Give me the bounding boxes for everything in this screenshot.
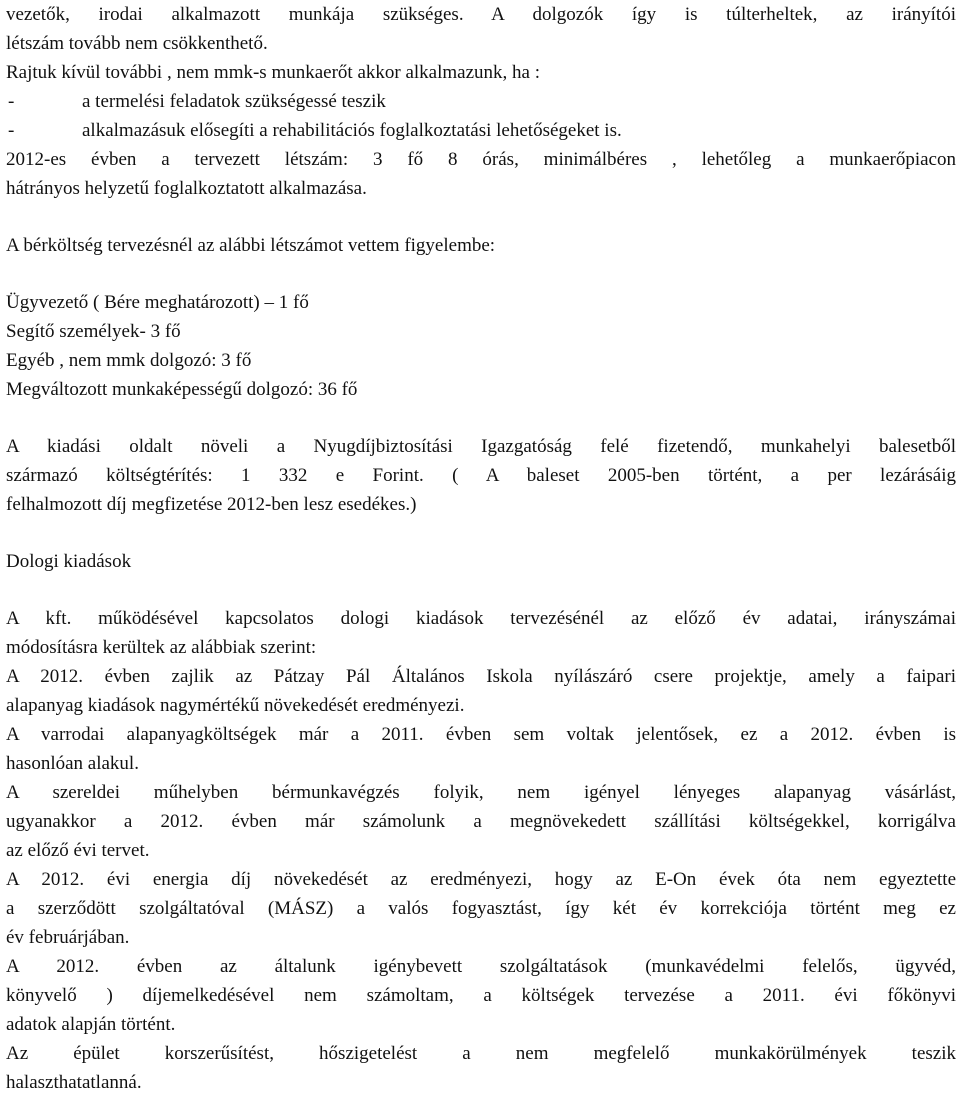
- document-page: [6, 0, 956, 1097]
- text-line: A 2012. évi energia díj növekedését az eredményezi, hogy az E-On évek óta nem egyeztette: [6, 869, 956, 890]
- text-line: év februárjában.: [6, 927, 130, 948]
- text-line: Rajtuk kívül további , nem mmk-s munkaerőt akkor alkalmazunk, ha :: [6, 62, 540, 83]
- spacer: [6, 519, 956, 547]
- text-line: A kiadási oldalt növeli a Nyugdíjbiztosítási Igazgatóság felé fizetendő, munkahelyi balesetből: [6, 436, 956, 457]
- staff-item: Segítő személyek- 3 fő: [6, 321, 181, 342]
- text-line: módosításra kerültek az alábbiak szerint:: [6, 637, 317, 658]
- text-line: az előző évi tervet.: [6, 840, 150, 861]
- text-line: könyvelő ) díjemelkedésével nem számoltam, a költségek tervezése a 2011. évi főkönyvi: [6, 985, 956, 1006]
- text-line: halaszthatatlanná.: [6, 1072, 142, 1093]
- staff-item: Egyéb , nem mmk dolgozó: 3 fő: [6, 350, 252, 371]
- text-line: adatok alapján történt.: [6, 1014, 176, 1035]
- spacer: [6, 260, 956, 288]
- text-line: ugyanakkor a 2012. évben már számolunk a megnövekedett szállítási költségekkel, korrigálva: [6, 811, 956, 832]
- text-line: alapanyag kiadások nagymértékű növekedését eredményezi.: [6, 695, 465, 716]
- text-line: A szereldei műhelyben bérmunkavégzés folyik, nem igényel lényeges alapanyag vásárlást,: [6, 782, 956, 803]
- text-line: a szerződött szolgáltatóval (MÁSZ) a valós fogyasztást, így két év korrekciója történt meg ez: [6, 898, 956, 919]
- bullet-item: [6, 87, 956, 116]
- bullet-text: alkalmazásuk elősegíti a rehabilitációs foglalkoztatási lehetőségeket is.: [82, 120, 622, 141]
- text-line: 2012-es évben a tervezett létszám: 3 fő 8 órás, minimálbéres , lehetőleg a munkaerőpiacon: [6, 149, 956, 170]
- text-line: A varrodai alapanyagköltségek már a 2011. évben sem voltak jelentősek, ez a 2012. évben is: [6, 724, 956, 745]
- section-heading: Dologi kiadások: [6, 551, 132, 572]
- text-line: vezetők, irodai alkalmazott munkája szükséges. A dolgozók így is túlterheltek, az irányítói: [6, 4, 956, 25]
- text-line: hasonlóan alakul.: [6, 753, 139, 774]
- bullet-item: [6, 116, 956, 145]
- text-line: A kft. működésével kapcsolatos dologi kiadások tervezésénél az előző év adatai, irányszámai: [6, 608, 956, 629]
- text-line: A 2012. évben zajlik az Pátzay Pál Általános Iskola nyílászáró csere projektje, amely a faipari: [6, 666, 956, 687]
- text-line: származó költségtérítés: 1 332 e Forint. ( A baleset 2005-ben történt, a per lezárásáig: [6, 465, 956, 486]
- text-line: A bérköltség tervezésnél az alábbi létszámot vettem figyelembe:: [6, 235, 496, 256]
- spacer: [6, 404, 956, 432]
- bullet-dash: -: [8, 91, 15, 112]
- bullet-text: a termelési feladatok szükségessé teszik: [82, 91, 386, 112]
- text-line: A 2012. évben az általunk igénybevett szolgáltatások (munkavédelmi felelős, ügyvéd,: [6, 956, 956, 977]
- spacer: [6, 576, 956, 604]
- text-line: Az épület korszerűsítést, hőszigetelést a nem megfelelő munkakörülmények teszik: [6, 1043, 956, 1064]
- spacer: [6, 203, 956, 231]
- bullet-dash: -: [8, 120, 15, 141]
- staff-item: Megváltozott munkaképességű dolgozó: 36 fő: [6, 379, 358, 400]
- text-line: felhalmozott díj megfizetése 2012-ben lesz esedékes.): [6, 494, 417, 515]
- staff-item: Ügyvezető ( Bére meghatározott) – 1 fő: [6, 292, 309, 313]
- text-line: hátrányos helyzetű foglalkoztatott alkalmazása.: [6, 178, 367, 199]
- text-line: létszám tovább nem csökkenthető.: [6, 33, 268, 54]
